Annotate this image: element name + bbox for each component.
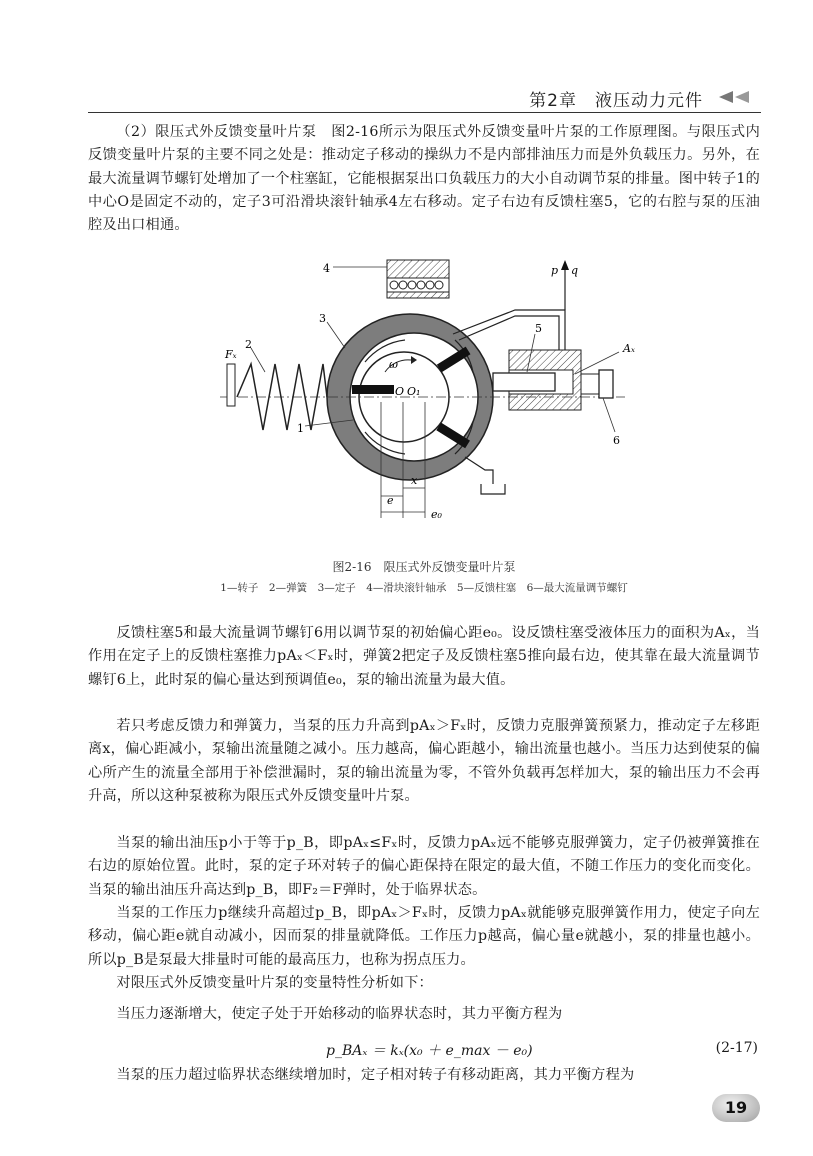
double-arrow-icon xyxy=(717,90,761,104)
chapter-title xyxy=(529,86,703,111)
paragraph-4: 当泵的输出油压p小于等于p_B，即pAₓ≤Fₓ时，反馈力pAₓ远不能够克服弹簧力，定子仍被弹簧推在右边的原始位置。此时，泵的定子环对转子的偏心距保持在限定的最大值，不随工作压力的变化而变化。当泵的输出油压升高达到p_B，即F₂＝F弹时，处于临界状态。 xyxy=(88,835,760,898)
label-x: x xyxy=(411,474,418,487)
figure-caption: 图2-16 限压式外反馈变量叶片泵 xyxy=(332,560,516,574)
chapter-name: 液压动力元件 xyxy=(595,91,703,111)
label-1: 1 xyxy=(297,422,304,435)
label-5: 5 xyxy=(535,322,542,335)
paragraph-2: 反馈柱塞5和最大流量调节螺钉6用以调节泵的初始偏心距e₀。设反馈柱塞受液体压力的面积为Aₓ，当作用在定子上的反馈柱塞推力pAₓ＜Fₓ时，弹簧2把定子及反馈柱塞5推向最右边，使其靠在最大流量调节螺钉6上，此时泵的偏心量达到预调值e₀，泵的输出流量为最大值。 xyxy=(88,625,760,688)
paragraph-7: 当压力逐渐增大，使定子处于开始移动的临界状态时，其力平衡方程为 xyxy=(116,1006,563,1022)
paragraph-1: （2）限压式外反馈变量叶片泵 图2-16所示为限压式外反馈变量叶片泵的工作原理图。与限压式内反馈变量叶片泵的主要不同之处是：推动定子移动的操纵力不是内部排油压力而是外负载压力。另外，在最大流量调节螺钉处增加了一个柱塞缸，它能根据泵出口负载压力的大小自动调节泵的排量。图中转子1的中心O是固定不动的，定子3可沿滑块滚针轴承4左右移动。定子右边有反馈柱塞5，它的右腔与泵的压油腔及出口相通。 xyxy=(88,124,760,234)
paragraph-8: 当泵的压力超过临界状态继续增加时，定子相对转子有移动距离，其力平衡方程为 xyxy=(116,1067,635,1083)
running-header xyxy=(88,84,761,113)
paragraph-5: 当泵的工作压力p继续升高超过p_B，即pAₓ＞Fₓ时，反馈力pAₓ就能够克服弹簧作用力，使定子向左移动，偏心距e就自动减小，因而泵的排量就降低。工作压力p越高，偏心量e就越小，泵的排量也越小。所以p_B是泵最大排量时可能的最高压力，也称为拐点压力。 xyxy=(88,905,760,968)
label-e: e xyxy=(387,494,394,507)
label-o: O xyxy=(395,385,405,398)
equation-body: p_BAₓ ＝ kₓ(x₀ ＋ e_max － e₀) xyxy=(326,1043,533,1059)
label-omega: ω xyxy=(389,358,398,371)
chapter-number: 第2章 xyxy=(529,91,577,111)
equation-number: (2-17) xyxy=(715,1040,758,1056)
page-number: 19 xyxy=(712,1094,760,1122)
label-3: 3 xyxy=(319,312,326,325)
label-ax: Aₓ xyxy=(623,342,635,355)
pump-diagram xyxy=(215,252,635,542)
label-q: q xyxy=(571,264,579,277)
label-p: p xyxy=(551,264,559,277)
label-6: 6 xyxy=(613,434,620,447)
paragraph-6: 对限压式外反馈变量叶片泵的变量特性分析如下： xyxy=(116,975,433,991)
label-fx: Fₓ xyxy=(225,348,237,361)
label-2: 2 xyxy=(245,338,252,351)
label-4: 4 xyxy=(323,262,330,275)
figure-legend: 1—转子 2—弹簧 3—定子 4—滑块滚针轴承 5—反馈柱塞 6—最大流量调节螺钉 xyxy=(220,582,628,594)
paragraph-3: 若只考虑反馈力和弹簧力，当泵的压力升高到pAₓ＞Fₓ时，反馈力克服弹簧预紧力，推动定子左移距离x，偏心距减小，泵输出流量随之减小。压力越高，偏心距越小，输出流量也越小。当压力达到使泵的偏心所产生的流量全部用于补偿泄漏时，泵的输出流量为零，不管外负载再怎样加大，泵的输出压力不会再升高，所以这种泵被称为限压式外反馈变量叶片泵。 xyxy=(88,718,760,804)
label-e0: e₀ xyxy=(431,508,442,521)
label-o1: O₁ xyxy=(407,385,421,398)
